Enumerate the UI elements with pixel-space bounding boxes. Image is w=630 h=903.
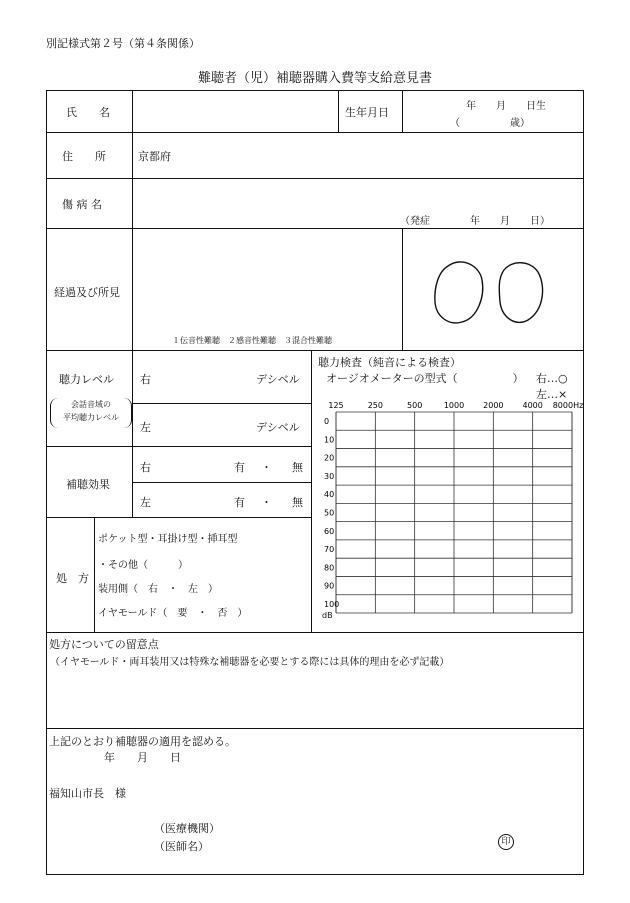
medical-institution[interactable]: （医療機関） (154, 822, 220, 835)
prescription-label: 処 方 (56, 572, 89, 585)
level-tick-label: 70 (324, 545, 335, 555)
aid-left-yes[interactable]: 有 (234, 496, 245, 509)
prescription-earmold[interactable]: イヤモールド（ 要 ・ 否 ） (98, 608, 248, 619)
frequency-tick-label: 1000 (443, 401, 465, 410)
bracket-line2: 平均聴力レベル (63, 413, 119, 422)
aid-right-yes[interactable]: 有 (234, 461, 245, 474)
prescription-other[interactable]: ・その他（ ） (98, 560, 188, 571)
course-label: 経過及び所見 (54, 286, 120, 299)
level-tick-label: 0 (324, 417, 330, 427)
birth-date[interactable]: 年 月 日生 (466, 101, 546, 112)
approval-text: 上記のとおり補聴器の適用を認める。 (49, 735, 236, 748)
mayor-addressee: 福知山市長 様 (49, 787, 126, 800)
doctor-name[interactable]: （医師名） (154, 840, 209, 853)
hearing-loss-types[interactable]: １伝音性難聴 ２感音性難聴 ３混合性難聴 (172, 336, 332, 345)
aid-right-label: 右 (140, 461, 151, 474)
level-tick-label: 90 (324, 581, 335, 591)
seal-character: 印 (501, 837, 511, 847)
aid-effect-label: 補聴効果 (66, 478, 110, 491)
page-title: 難聴者（児）補聴器購入費等支給意見書 (197, 71, 432, 86)
level-tick-label: 10 (324, 435, 335, 445)
aid-left-no[interactable]: 無 (292, 496, 303, 509)
bracket-line1: 会話音域の (71, 400, 111, 409)
frequency-tick-label: 8000Hz (552, 401, 584, 410)
approval-date[interactable]: 年 月 日 (104, 751, 181, 764)
level-tick-label: 100 (324, 599, 340, 609)
onset-date[interactable]: （発症 年 月 日） (400, 216, 550, 227)
aid-left-dot: ・ (261, 496, 272, 509)
right-ear-marker: 右…○ (536, 372, 568, 385)
hearing-right-label: 右 (140, 373, 151, 386)
name-label: 氏 名 (66, 106, 110, 119)
frequency-tick-label: 2000 (483, 401, 504, 410)
hearing-left-unit[interactable]: デシベル (256, 421, 300, 434)
prescription-side[interactable]: 装用側（ 右 ・ 左 ） (98, 584, 218, 595)
age[interactable]: （ 歳） (450, 118, 530, 129)
seal-mark (498, 834, 514, 850)
aid-right-dot: ・ (261, 461, 272, 474)
address-value[interactable]: 京都府 (138, 150, 171, 163)
db-axis-label: dB (322, 611, 333, 620)
frequency-tick-label: 4000 (522, 401, 543, 410)
frequency-tick-label: 125 (328, 401, 344, 410)
frequency-tick-label: 500 (407, 401, 423, 410)
left-ear-marker: 左…× (536, 388, 568, 401)
audiometry-title: 聴力検査（純音による検査） (318, 356, 461, 369)
aid-left-label: 左 (140, 496, 151, 509)
audiometer-model[interactable]: オージオメーターの型式（ ） (326, 372, 524, 385)
prescription-type[interactable]: ポケット型・耳掛け型・挿耳型 (98, 534, 238, 545)
disease-label: 傷 病 名 (62, 198, 102, 211)
aid-right-no[interactable]: 無 (292, 461, 303, 474)
hearing-left-label: 左 (140, 421, 151, 434)
notes-title: 処方についての留意点 (49, 638, 159, 651)
level-tick-label: 40 (324, 490, 335, 500)
level-tick-label: 30 (324, 471, 335, 481)
notes-subtitle: （イヤモールド・両耳装用又は特殊な補聴器を必要とする際には具体的理由を必ず記載） (50, 657, 450, 668)
address-label: 住 所 (62, 150, 106, 163)
level-tick-label: 20 (324, 453, 335, 463)
form-number: 別記様式第２号（第４条関係） (46, 37, 200, 50)
level-tick-label: 60 (324, 526, 335, 536)
birth-label: 生年月日 (345, 106, 389, 119)
hearing-right-unit[interactable]: デシベル (256, 373, 300, 386)
level-tick-label: 50 (324, 508, 335, 518)
level-tick-label: 80 (324, 563, 335, 573)
frequency-tick-label: 250 (367, 401, 383, 410)
hearing-level-label: 聴力レベル (59, 373, 114, 386)
